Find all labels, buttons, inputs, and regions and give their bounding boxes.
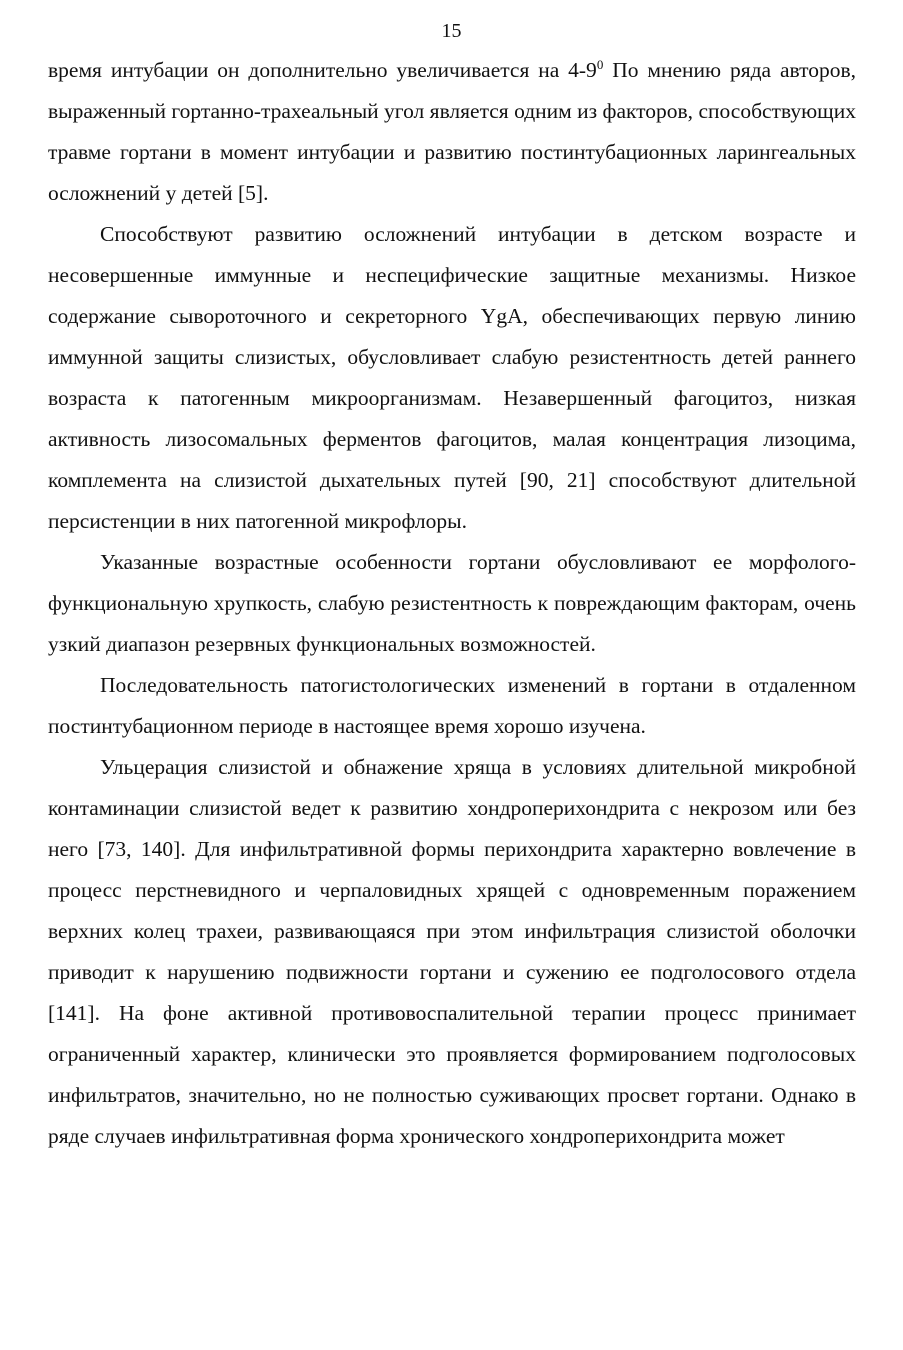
page-number: 15 — [441, 20, 462, 42]
paragraph-age-features: Указанные возрастные особенности гортани обусловливают ее морфолого-функциональную хрупкость, слабую резистентность к повреждающим факторам, очень узкий диапазон резервных функциональных возможностей. — [48, 550, 856, 656]
paragraph-continuation — [48, 50, 856, 214]
degree-superscript: 0 — [596, 56, 604, 72]
paragraph-ulceration: Ульцерация слизистой и обнажение хряща в условиях длительной микробной контаминации слизистой ведет к развитию хондроперихондрита с некрозом или без него [73, 140]. Для инфильтративной формы перихондрита характерно вовлечение в процесс перстневидного и черпаловидных хрящей с одновременным поражением верхних колец трахеи, развивающаяся при этом инфильтрация слизистой оболочки приводит к нарушению подвижности гортани и сужению ее подголосового отдела [141]. На фоне активной противовоспалительной терапии процесс принимает ограниченный характер, клинически это проявляется формированием подголосовых инфильтратов, значительно, но не полностью суживающих просвет гортани. Однако в ряде случаев инфильтративная форма хронического хондроперихондрита может — [48, 755, 856, 1148]
document-body — [48, 50, 856, 1157]
paragraph-text-after-superscript: По мнению ряда авторов, выраженный гортанно-трахеальный угол является одним из факторов, способствующих травме гортани в момент интубации и развитию постинтубационных ларингеальных осложнений у детей [5]. — [48, 58, 856, 205]
paragraph-immune-mechanisms: Способствуют развитию осложнений интубации в детском возрасте и несовершенные иммунные и неспецифические защитные механизмы. Низкое содержание сывороточного и секреторного YgA, обеспечивающих первую линию иммунной защиты слизистых, обусловливает слабую резистентность детей раннего возраста к патогенным микроорганизмам. Незавершенный фагоцитоз, низкая активность лизосомальных ферментов фагоцитов, малая концентрация лизоцима, комплемента на слизистой дыхательных путей [90, 21] способствуют длительной персистенции в них патогенной микрофлоры. — [48, 222, 856, 533]
paragraph-text-before-superscript: время интубации он дополнительно увеличивается на 4-9 — [48, 58, 597, 82]
paragraph-histology-sequence: Последовательность патогистологических изменений в гортани в отдаленном постинтубационном периоде в настоящее время хорошо изучена. — [48, 673, 856, 738]
